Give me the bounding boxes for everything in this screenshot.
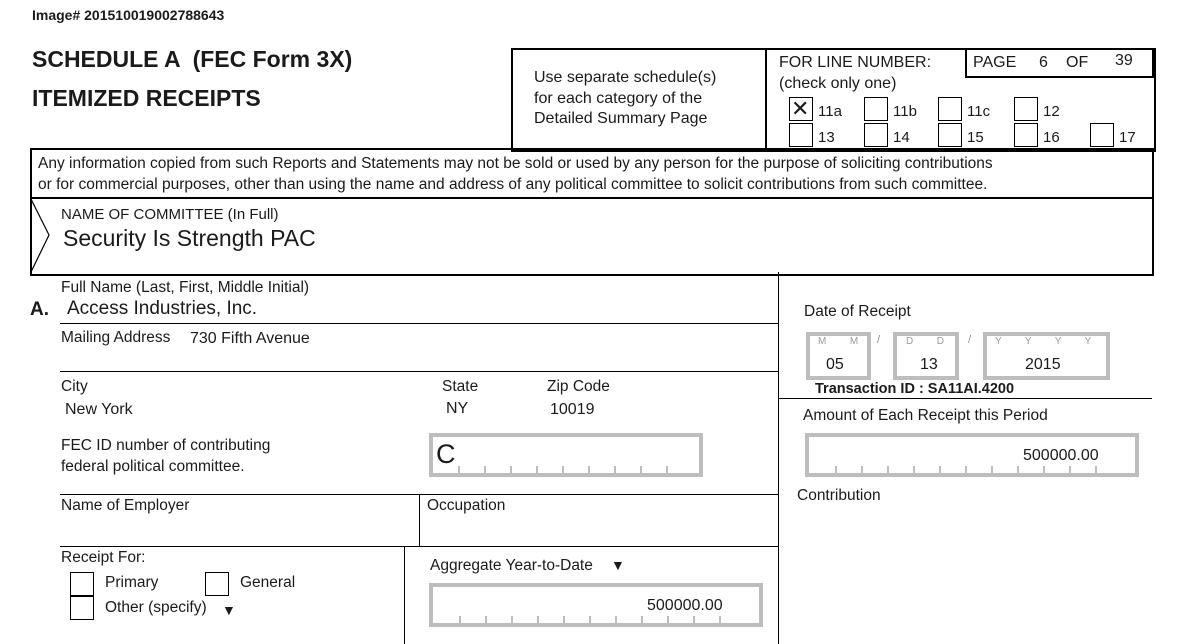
amount-value: 500000.00 — [1023, 447, 1099, 464]
of-label: OF — [1066, 54, 1089, 71]
entry-letter: A. — [30, 299, 49, 320]
fullname-value: Access Industries, Inc. — [67, 298, 258, 319]
checkbox-11c[interactable] — [938, 97, 962, 121]
mailing-label: Mailing Address — [61, 329, 171, 346]
instruction-line-2: for each category of the — [534, 90, 703, 107]
underline-right-date — [778, 398, 1152, 399]
label-13: 13 — [818, 129, 835, 146]
label-12: 12 — [1043, 103, 1060, 120]
fec-id-label-1: FEC ID number of contributing — [61, 437, 271, 454]
form-title: SCHEDULE A (FEC Form 3X) — [32, 46, 353, 72]
general-checkbox[interactable] — [205, 572, 229, 596]
fec-id-label-2: federal political committee. — [61, 458, 245, 475]
line-receipt-top — [60, 546, 778, 547]
aggregate-divider — [404, 546, 405, 644]
checkbox-16[interactable] — [1014, 123, 1038, 147]
disclaimer-divider — [30, 197, 1154, 199]
primary-checkbox[interactable] — [70, 572, 94, 596]
month-value: 05 — [826, 356, 844, 373]
committee-label: NAME OF COMMITTEE (In Full) — [61, 206, 279, 223]
date-separator-2: / — [968, 334, 972, 346]
label-17: 17 — [1119, 129, 1136, 146]
aggregate-arrow-icon: ▼ — [611, 557, 625, 573]
label-11a: 11a — [818, 103, 842, 120]
total-pages: 39 — [1115, 52, 1133, 69]
state-value: NY — [446, 400, 469, 417]
checkbox-12[interactable] — [1014, 97, 1038, 121]
label-11b: 11b — [893, 103, 917, 120]
city-label: City — [61, 378, 88, 395]
year-value: 2015 — [1025, 356, 1061, 373]
disclaimer-line-1: Any information copied from such Reports and Statements may not be sold or used by any person for the purpose of soliciting contributions — [38, 155, 993, 172]
fec-id-input[interactable] — [429, 433, 703, 477]
date-separator-1: / — [877, 334, 881, 346]
month-hint: M M — [818, 336, 865, 347]
day-value: 13 — [920, 356, 938, 373]
label-16: 16 — [1043, 129, 1060, 146]
mailing-value: 730 Fifth Avenue — [190, 330, 310, 347]
occupation-label: Occupation — [427, 497, 506, 514]
aggregate-label: Aggregate Year-to-Date — [430, 557, 593, 574]
date-label: Date of Receipt — [804, 303, 911, 320]
instruction-line-3: Detailed Summary Page — [534, 110, 708, 127]
receipt-for-label: Receipt For: — [61, 549, 146, 566]
aggregate-amount: 500000.00 — [647, 597, 723, 614]
state-label: State — [442, 378, 479, 395]
label-11c: 11c — [967, 103, 991, 120]
committee-name: Security Is Strength PAC — [63, 225, 316, 251]
page-number: 6 — [1039, 54, 1048, 71]
day-hint: D D — [906, 336, 950, 347]
header-divider — [765, 48, 767, 148]
occupation-divider — [419, 494, 420, 546]
checkbox-11a-mark: ✕ — [791, 96, 810, 121]
fec-id-prefix: C — [436, 439, 456, 469]
underline-city-row — [60, 371, 778, 372]
other-label: Other (specify) — [105, 599, 207, 616]
page-label: PAGE — [973, 54, 1017, 71]
check-only-one: (check only one) — [779, 75, 897, 92]
label-14: 14 — [893, 129, 910, 146]
zip-value: 10019 — [550, 401, 595, 418]
city-value: New York — [65, 401, 133, 418]
vertical-divider-main — [778, 272, 779, 644]
instruction-line-1: Use separate schedule(s) — [534, 69, 717, 86]
checkbox-11b[interactable] — [864, 97, 888, 121]
other-arrow-icon: ▼ — [222, 602, 236, 618]
checkbox-13[interactable] — [789, 123, 813, 147]
checkbox-14[interactable] — [864, 123, 888, 147]
disclaimer-line-2: or for commercial purposes, other than using the name and address of any political committee to solicit contributions from such committee. — [38, 176, 988, 193]
underline-fullname — [60, 323, 778, 324]
fullname-label: Full Name (Last, First, Middle Initial) — [61, 279, 310, 296]
committee-arrow-icon — [31, 199, 55, 272]
checkbox-15[interactable] — [938, 123, 962, 147]
checkbox-17[interactable] — [1090, 123, 1114, 147]
general-label: General — [240, 574, 296, 591]
primary-label: Primary — [105, 574, 159, 591]
line-number-label: FOR LINE NUMBER: — [779, 54, 932, 71]
form-subtitle: ITEMIZED RECEIPTS — [32, 85, 261, 111]
zip-label: Zip Code — [547, 378, 610, 395]
other-checkbox[interactable] — [70, 596, 94, 620]
image-id: Image# 201510019002788643 — [32, 7, 225, 23]
employer-label: Name of Employer — [61, 497, 190, 514]
transaction-id: Transaction ID : SA11AI.4200 — [815, 381, 1015, 397]
amount-label: Amount of Each Receipt this Period — [803, 407, 1048, 424]
label-15: 15 — [967, 129, 984, 146]
year-hint: Y Y Y Y — [995, 336, 1098, 347]
receipt-type: Contribution — [797, 487, 881, 504]
